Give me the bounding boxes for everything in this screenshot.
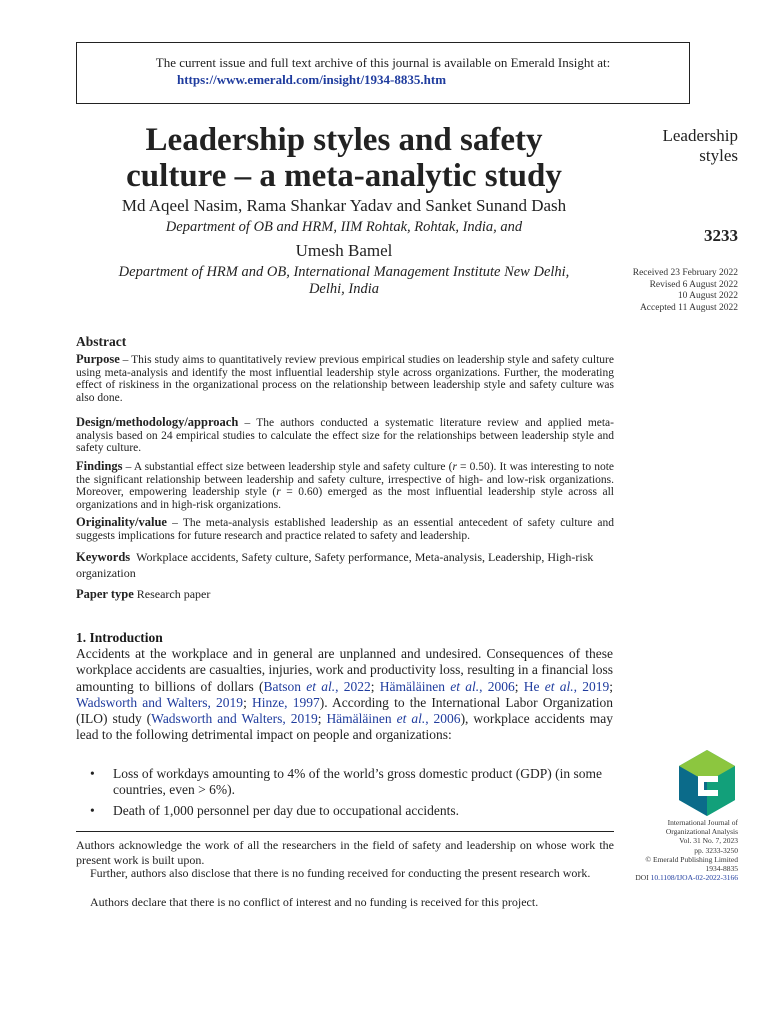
cite-separator: ; (317, 711, 327, 727)
footnote-divider (76, 831, 614, 832)
doi-label: DOI (635, 873, 651, 883)
cite-year: , 2022 (335, 678, 371, 694)
article-history (600, 268, 738, 314)
cite-text: Hämäläinen (379, 678, 451, 694)
title-line-1: Leadership styles and safety (145, 122, 543, 158)
cite-etal: et al. (450, 678, 480, 694)
footnote-acknowledgement: Authors acknowledge the work of all the researchers in the field of safety and leadership on whose work the present work is built upon. (76, 838, 614, 867)
intro-text-3: ), workplace accidents may lead to the following detrimental impact on people and organizations: (76, 711, 614, 743)
introduction-paragraph (76, 646, 613, 744)
cite-text: Batson (263, 678, 307, 694)
bullet-icon: • (90, 766, 95, 781)
paper-type (76, 586, 614, 602)
impact-list (76, 766, 613, 823)
originality-label: Originality/value (76, 515, 167, 529)
list-item (76, 803, 613, 819)
history-accepted: Accepted 11 August 2022 (639, 302, 738, 313)
author-affiliation-1: Department of OB and HRM, IIM Rohtak, Rohtak, India, and (165, 219, 523, 235)
abstract-originality (76, 516, 614, 542)
archive-notice-text: The current issue and full text archive of this journal is available on Emerald Insight at: (155, 55, 611, 70)
cite-separator: ; (514, 678, 524, 694)
abstract-findings (76, 460, 614, 511)
findings-label: Findings (76, 459, 123, 473)
findings-r-symbol-1: r (452, 461, 457, 473)
paper-type-label: Paper type (76, 587, 134, 601)
citation-he[interactable] (524, 679, 610, 694)
cite-separator: ; (370, 678, 380, 694)
page-number: 3233 (704, 226, 738, 245)
author-names-1: Md Aqeel Nasim, Rama Shankar Yadav and Sanket Sunand Dash (121, 196, 567, 215)
bullet-text: Death of 1,000 personnel per day due to occupational accidents. (113, 802, 460, 818)
journal-pages: pp. 3233-3250 (694, 845, 738, 855)
doi-link[interactable]: 10.1108/IJOA-02-2022-3166 (650, 873, 738, 883)
history-received: Received 23 February 2022 (632, 268, 738, 278)
journal-issn: 1934-8835 (705, 864, 738, 874)
cite-etal: et al. (306, 678, 336, 694)
findings-text-a: – A substantial effect size between leadership style and safety culture ( (122, 461, 453, 473)
cite-separator: ; (243, 694, 252, 710)
keywords-label: Keywords (76, 550, 131, 564)
bullet-text: Loss of workdays amounting to 4% of the world’s gross domestic product (GDP) (in some countries, even > 6%). (113, 766, 602, 798)
findings-text-c: = 0.60) emerged as the most influential leadership style across all organizations and in high-risk organizations. (76, 486, 614, 511)
abstract-heading: Abstract (76, 334, 127, 349)
design-label: Design/methodology/approach (76, 415, 239, 429)
citation-wadsworth-2[interactable]: Wadsworth and Walters, 2019 (151, 711, 318, 727)
cite-year: , 2019 (573, 678, 610, 694)
list-item (76, 766, 613, 799)
running-head-line-1: Leadership (662, 126, 738, 145)
journal-archive-notice (76, 42, 690, 104)
paper-type-text: Research paper (136, 587, 211, 601)
author-names-2: Umesh Bamel (295, 241, 393, 260)
running-head-line-2: styles (699, 146, 738, 165)
bullet-icon: • (90, 802, 95, 818)
journal-name-line-1: International Journal of (667, 818, 738, 827)
footnote-conflict: Authors declare that there is no conflict of interest and no funding is received for this project. (90, 895, 539, 909)
journal-url-link[interactable]: https://www.emerald.com/insight/1934-8835.htm (177, 72, 447, 87)
citation-hamalainen-2[interactable] (326, 711, 460, 726)
purpose-label: Purpose (76, 352, 120, 366)
history-revised-2: 10 August 2022 (677, 291, 738, 301)
cite-text: He (523, 678, 545, 694)
journal-information (600, 818, 738, 882)
design-text: – The authors conducted a systematic literature review and applied meta-analysis based on 24 empirical studies to calculate the effect size for the relationships between leadership style and safety culture. (76, 417, 614, 455)
cite-year: , 2006 (425, 711, 461, 727)
history-revised: Revised 6 August 2022 (649, 279, 738, 290)
citation-batson[interactable] (263, 679, 370, 694)
findings-r-symbol-2: r (276, 486, 281, 499)
purpose-text: – This study aims to quantitatively review previous empirical studies on leadership style and safety culture using meta-analysis and identify the most influential leadership style across organizations. Further, the moderating effect of riskiness in the organizational process on the relationship between leadership style and safety culture was also done. (76, 354, 614, 404)
citation-hinze[interactable]: Hinze, 1997 (251, 694, 320, 710)
emerald-publishing-logo-icon (676, 748, 738, 818)
originality-text: – The meta-analysis established leadership as an essential antecedent of safety culture and suggests implications for future research and practice related to safety and leadership. (76, 517, 614, 542)
citation-hamalainen[interactable] (380, 679, 515, 694)
article-title (76, 122, 612, 194)
abstract-design (76, 416, 614, 455)
footnote-funding: Further, authors also disclose that there is no funding received for conducting the present research work. (90, 866, 591, 880)
keywords-text: Workplace accidents, Safety culture, Safety performance, Meta-analysis, Leadership, High-risk organization (76, 550, 594, 580)
journal-volume: Vol. 31 No. 7, 2023 (679, 836, 738, 846)
keywords (76, 549, 614, 581)
introduction-heading: 1. Introduction (76, 630, 163, 645)
cite-text: Hämäläinen (326, 711, 397, 727)
running-head (630, 126, 738, 166)
cite-separator: ; (609, 678, 613, 694)
citation-wadsworth[interactable]: Wadsworth and Walters, 2019 (76, 694, 244, 710)
author-affiliation-2-line-1: Department of HRM and OB, International Management Institute New Delhi, (118, 264, 570, 280)
cite-etal: et al. (396, 711, 426, 727)
intro-text-2: ). According to the International Labor Organization (ILO) study ( (76, 694, 614, 727)
abstract-purpose (76, 353, 614, 404)
title-line-2: culture – a meta-analytic study (126, 158, 562, 194)
findings-text-b: = 0.50). It was interesting to note the significant relationship between leadership and safety culture, irrespective of high- and low-risk organizations. Moreover, empowering leadership style ( (76, 461, 614, 499)
intro-text-1: Accidents at the workplace and in general are unplanned and undesired. Consequences of these workplace accidents are casualties, injuries, work and productivity loss, resulting in a financial loss amounting to billions of dollars ( (76, 646, 613, 694)
cite-etal: et al. (544, 678, 574, 694)
cite-year: , 2006 (479, 678, 515, 694)
journal-name-line-2: Organizational Analysis (665, 827, 738, 837)
author-affiliation-2-line-2: Delhi, India (308, 281, 380, 297)
publisher-copyright: © Emerald Publishing Limited (645, 854, 738, 864)
doi-line (600, 873, 738, 882)
